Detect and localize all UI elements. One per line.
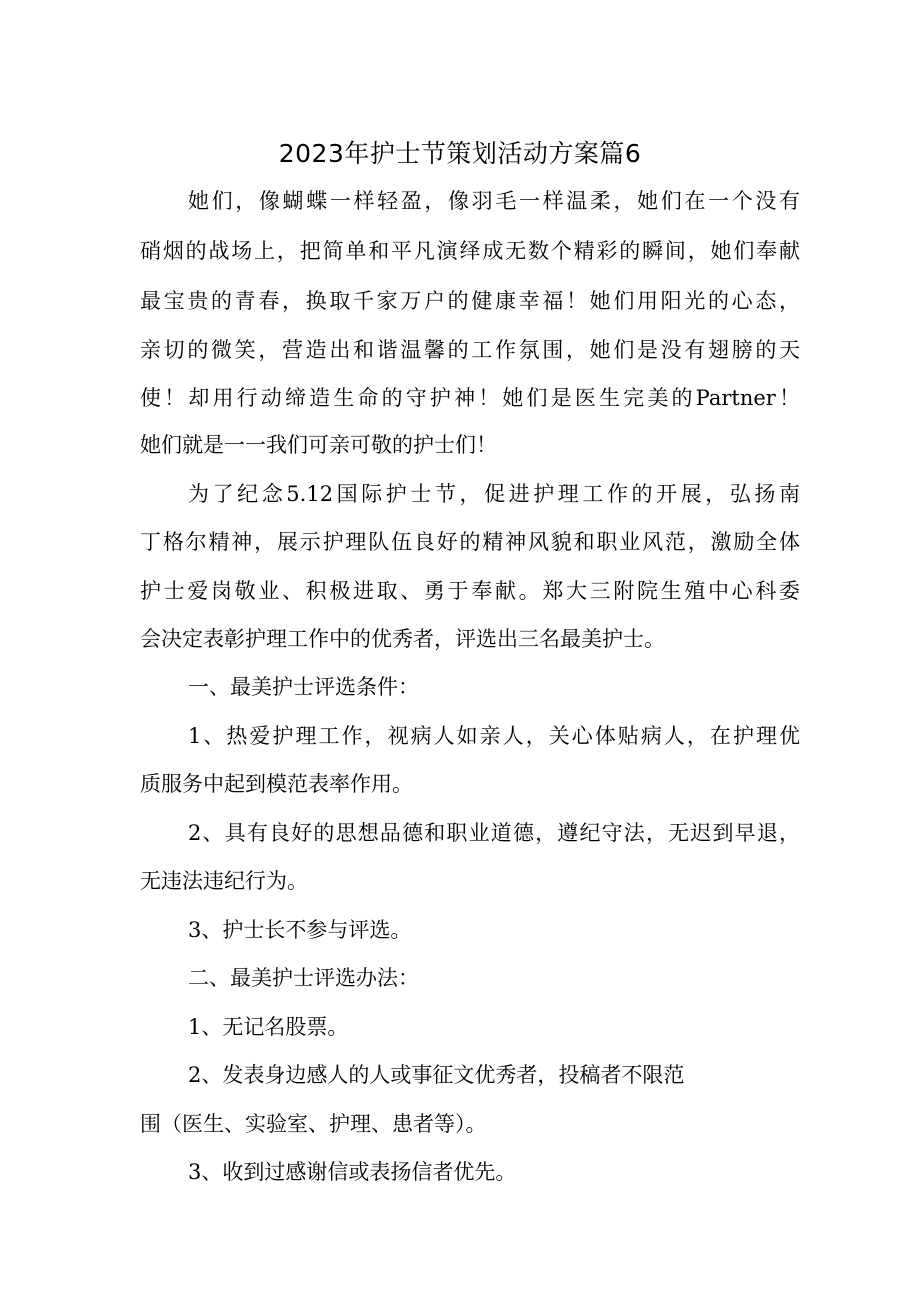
- paragraph-line: 丁格尔精神，展示护理队伍良好的精神风貌和职业风范，激励全体: [140, 530, 800, 554]
- paragraph-line: 1、无记名股票。: [188, 1015, 349, 1039]
- paragraph-line: 1、热爱护理工作，视病人如亲人，关心体贴病人，在护理优: [188, 724, 800, 748]
- paragraph-line: 护士爱岗敬业、积极进取、勇于奉献。郑大三附院生殖中心科委: [140, 579, 800, 603]
- paragraph-line: 3、护士长不参与评选。: [188, 918, 412, 942]
- paragraph-line: 围（医生、实验室、护理、患者等）。: [140, 1112, 487, 1136]
- paragraph-line: 她们就是一一我们可亲可敬的护士们！: [140, 433, 497, 457]
- document-title: 2023年护士节策划活动方案篇6: [278, 139, 642, 168]
- paragraph-line: 硝烟的战场上，把简单和平凡演绎成无数个精彩的瞬间，她们奉献: [140, 239, 800, 263]
- paragraph-line: 她们，像蝴蝶一样轻盈，像羽毛一样温柔，她们在一个没有: [188, 189, 800, 213]
- paragraph-line: 质服务中起到模范表率作用。: [140, 772, 413, 796]
- paragraph-line: 3、收到过感谢信或表扬信者优先。: [188, 1160, 517, 1184]
- section-heading: 二、最美护士评选办法：: [188, 966, 419, 990]
- section-heading: 一、最美护士评选条件：: [188, 675, 419, 699]
- paragraph-line: 为了纪念5.12国际护士节，促进护理工作的开展，弘扬南: [188, 482, 800, 506]
- paragraph-line: 亲切的微笑，营造出和谐温馨的工作氛围，她们是没有翅膀的天: [140, 338, 800, 362]
- paragraph-line: 2、具有良好的思想品德和职业道德，遵纪守法，无迟到早退，: [188, 821, 800, 845]
- paragraph-line: 2、发表身边感人的人或事征文优秀者，投稿者不限范: [188, 1063, 685, 1087]
- paragraph-line: 最宝贵的青春，换取千家万户的健康幸福！她们用阳光的心态，: [140, 289, 800, 313]
- paragraph-line: 使！却用行动缔造生命的守护神！她们是医生完美的Partner！: [140, 386, 800, 410]
- paragraph-line: 会决定表彰护理工作中的优秀者，评选出三名最美护士。: [140, 627, 665, 651]
- paragraph-line: 无违法违纪行为。: [140, 869, 308, 893]
